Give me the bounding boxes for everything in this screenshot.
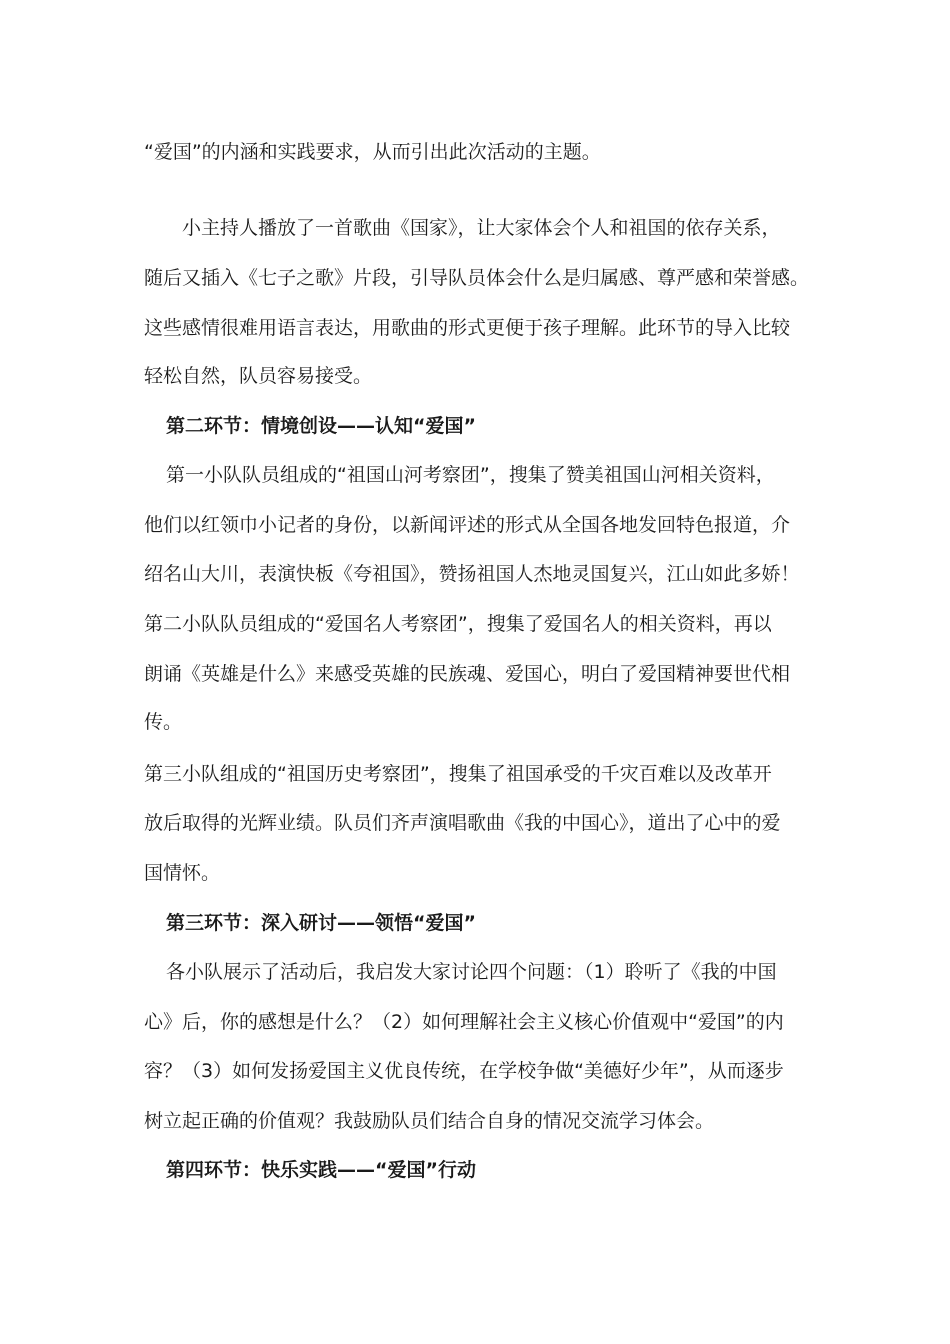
section-heading: 第二环节：情境创设——认知“爱国” [166,415,476,437]
paragraph-line: 这些感情很难用语言表达，用歌曲的形式更便于孩子理解。此环节的导入比较 [144,317,791,339]
section-heading: 第四环节：快乐实践——“爱国”行动 [166,1159,476,1181]
paragraph-line: 心》后，你的感想是什么？（2）如何理解社会主义核心价值观中“爱国”的内 [144,1011,784,1033]
section-heading: 第三环节：深入研讨——领悟“爱国” [166,912,476,934]
paragraph-line: 小主持人播放了一首歌曲《国家》，让大家体会个人和祖国的依存关系， [182,217,781,239]
paragraph-line: 国情怀。 [144,862,221,884]
paragraph-line: 第一小队队员组成的“祖国山河考察团”，搜集了赞美祖国山河相关资料， [166,464,775,486]
paragraph-line: 传。 [144,711,183,733]
paragraph-line: 各小队展示了活动后，我启发大家讨论四个问题：（1）聆听了《我的中国 [166,961,777,983]
paragraph-line: 绍名山大川，表演快板《夸祖国》，赞扬祖国人杰地灵国复兴，江山如此多娇！ [144,563,800,585]
paragraph-line: 放后取得的光辉业绩。队员们齐声演唱歌曲《我的中国心》，道出了心中的爱 [144,812,781,834]
paragraph-line: 随后又插入《七子之歌》片段，引导队员体会什么是归属感、尊严感和荣誉感。 [144,267,810,289]
paragraph-line: “爱国”的内涵和实践要求，从而引出此次活动的主题。 [144,141,601,163]
paragraph-line: 树立起正确的价值观？我鼓励队员们结合自身的情况交流学习体会。 [144,1110,715,1132]
paragraph-line: 第三小队组成的“祖国历史考察团”，搜集了祖国承受的千灾百难以及改革开 [144,763,772,785]
paragraph-line: 他们以红领巾小记者的身份，以新闻评述的形式从全国各地发回特色报道，介 [144,514,791,536]
paragraph-line: 容？（3）如何发扬爱国主义优良传统，在学校争做“美德好少年”，从而逐步 [144,1060,784,1082]
paragraph-line: 轻松自然，队员容易接受。 [144,365,373,387]
paragraph-line: 朗诵《英雄是什么》来感受英雄的民族魂、爱国心，明白了爱国精神要世代相 [144,663,791,685]
paragraph-line: 第二小队队员组成的“爱国名人考察团”，搜集了爱国名人的相关资料，再以 [144,613,772,635]
